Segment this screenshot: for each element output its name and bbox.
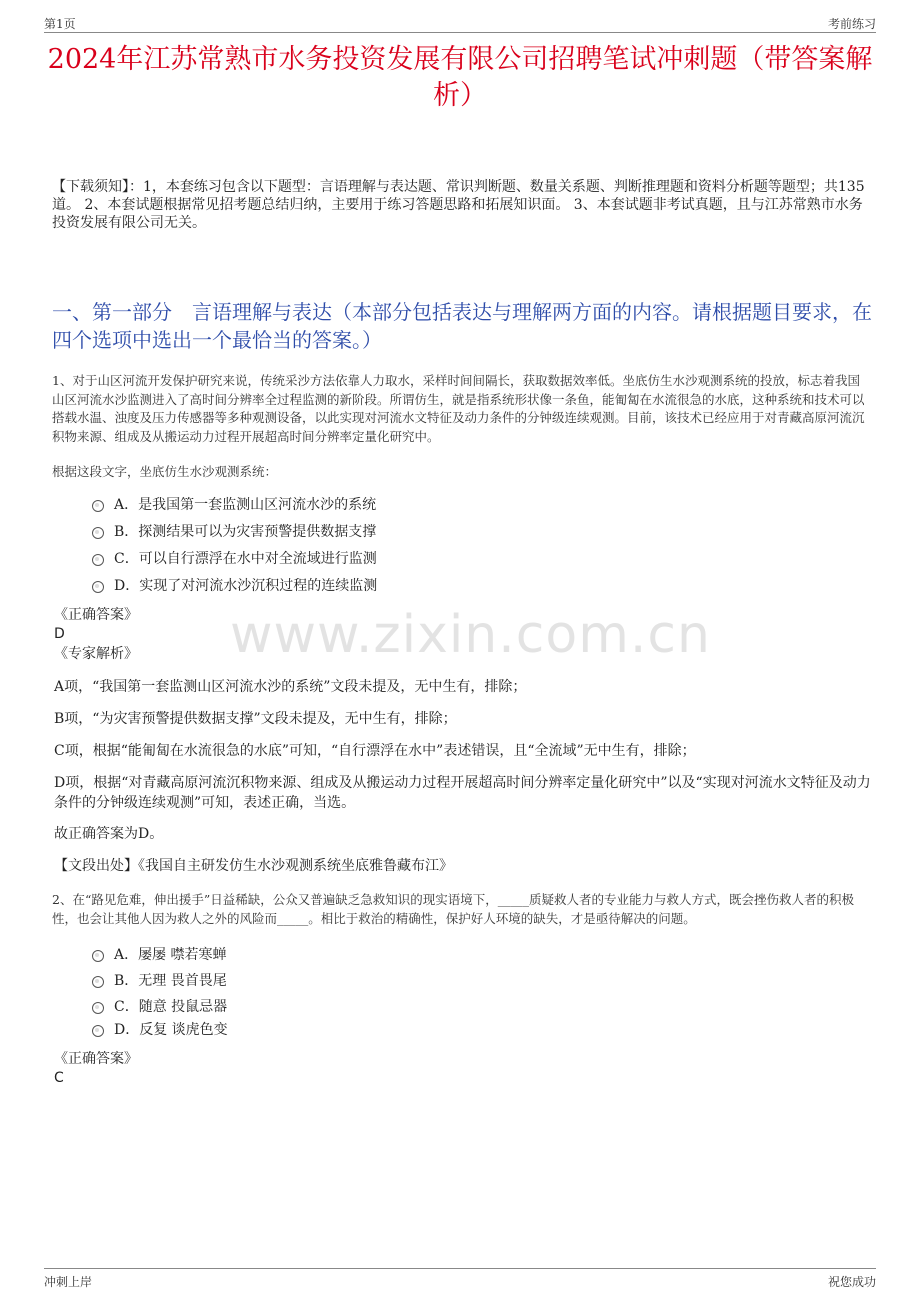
analysis-c: C项，根据“能匍匐在水流很急的水底”可知，“自行漂浮在水中”表述错误，且“全流域”无中生有，排除； <box>54 743 696 759</box>
option-label: B．探测结果可以为灾害预警提供数据支撑 <box>114 524 377 540</box>
option-a[interactable] <box>92 495 792 522</box>
option-b[interactable] <box>92 522 792 549</box>
radio-icon[interactable] <box>92 581 104 593</box>
analysis-b: B项，“为灾害预警提供数据支撑”文段未提及，无中生有，排除； <box>54 711 457 727</box>
text-source: 【文段出处】《我国自主研发仿生水沙观测系统坐底雅鲁藏布江》 <box>54 858 453 874</box>
radio-icon[interactable] <box>92 1002 104 1014</box>
footer-right: 祝您成功 <box>827 1275 876 1289</box>
question-2-text: 2、在“路见危难，伸出援手”日益稀缺，公众又普遍缺乏急救知识的现实语境下，_____质疑救人者的专业能力与救人方式，既会挫伤救人者的积极性，也会让其他人因为救人之外的风险而_____。相比于救治的精确性，保护好人环境的缺失，才是亟待解决的问题。 <box>52 892 854 926</box>
option-label: D．反复 谈虎色变 <box>114 1022 228 1038</box>
answer-value: C <box>54 1070 64 1086</box>
option-b[interactable] <box>92 971 792 997</box>
footer-left: 冲刺上岸 <box>44 1275 93 1289</box>
answer-label: 《正确答案》 <box>54 607 138 623</box>
header-divider <box>44 32 876 33</box>
question-1-prompt: 根据这段文字，坐底仿生水沙观测系统： <box>52 464 278 479</box>
option-label: B．无理 畏首畏尾 <box>114 973 227 989</box>
document-title: 2024年江苏常熟市水务投资发展有限公司招聘笔试冲刺题（带答案解析） <box>47 44 873 111</box>
radio-icon[interactable] <box>92 950 104 962</box>
page-number: 第1页 <box>44 17 76 31</box>
radio-icon[interactable] <box>92 1025 104 1037</box>
option-a[interactable] <box>92 945 792 971</box>
question-1-text: 1、对于山区河流开发保护研究来说，传统采沙方法依靠人力取水，采样时间间隔长，获取数据效率低。坐底仿生水沙观测系统的投放，标志着我国山区河流水沙监测进入了高时间分辨率全过程监测的新阶段。所谓仿生，就是指系统形状像一条鱼，能匍匐在水流很急的水底，这种系统和技术可以搭载水温、浊度及压力传感器等多种观测设备，以此实现对河流水文特征及动力条件的分钟级连续观测。目前，该技术已经应用于对青藏高原河流沉积物来源、组成及从搬运动力过程开展超高时间分辨率定量化研究中。 <box>52 373 865 444</box>
option-label: C．随意 投鼠忌器 <box>114 999 228 1015</box>
analysis-conclusion: 故正确答案为D。 <box>54 826 164 842</box>
question-2-options <box>92 945 792 1046</box>
option-c[interactable] <box>92 549 792 576</box>
option-label: C．可以自行漂浮在水中对全流域进行监测 <box>114 551 377 567</box>
radio-icon[interactable] <box>92 554 104 566</box>
answer-label: 《正确答案》 <box>54 1051 138 1067</box>
analysis-label: 《专家解析》 <box>54 646 138 662</box>
option-d[interactable] <box>92 576 792 603</box>
analysis-a: A项，“我国第一套监测山区河流水沙的系统”文段未提及，无中生有，排除； <box>54 679 527 695</box>
option-d[interactable] <box>92 1020 792 1046</box>
footer-divider <box>44 1268 876 1269</box>
download-notice: 【下载须知】：1，本套练习包含以下题型：言语理解与表达题、常识判断题、数量关系题、判断推理题和资料分析题等题型；共135道。 2、本套试题根据常见招考题总结归纳，主要用于练习答题思路和拓展知识面。 3、本套试题非考试真题，且与江苏常熟市水务投资发展有限公司无关。 <box>52 179 865 231</box>
radio-icon[interactable] <box>92 500 104 512</box>
option-c[interactable] <box>92 997 792 1020</box>
option-label: A．是我国第一套监测山区河流水沙的系统 <box>114 497 377 513</box>
option-label: D．实现了对河流水沙沉积过程的连续监测 <box>114 578 378 594</box>
option-label: A．屡屡 噤若寒蝉 <box>114 947 227 963</box>
page-header <box>44 12 876 30</box>
answer-value: D <box>54 626 65 642</box>
question-1-options <box>92 495 792 603</box>
radio-icon[interactable] <box>92 976 104 988</box>
header-label: 考前练习 <box>827 17 876 31</box>
radio-icon[interactable] <box>92 527 104 539</box>
section-title: 一、第一部分 言语理解与表达（本部分包括表达与理解两方面的内容。请根据题目要求，在四个选项中选出一个最恰当的答案。） <box>52 300 872 352</box>
analysis-d: D项，根据“对青藏高原河流沉积物来源、组成及从搬运动力过程开展超高时间分辨率定量化研究中”以及“实现对河流水文特征及动力条件的分钟级连续观测”可知，表述正确，当选。 <box>54 775 871 811</box>
watermark: www.zixin.com.cn <box>230 605 711 665</box>
